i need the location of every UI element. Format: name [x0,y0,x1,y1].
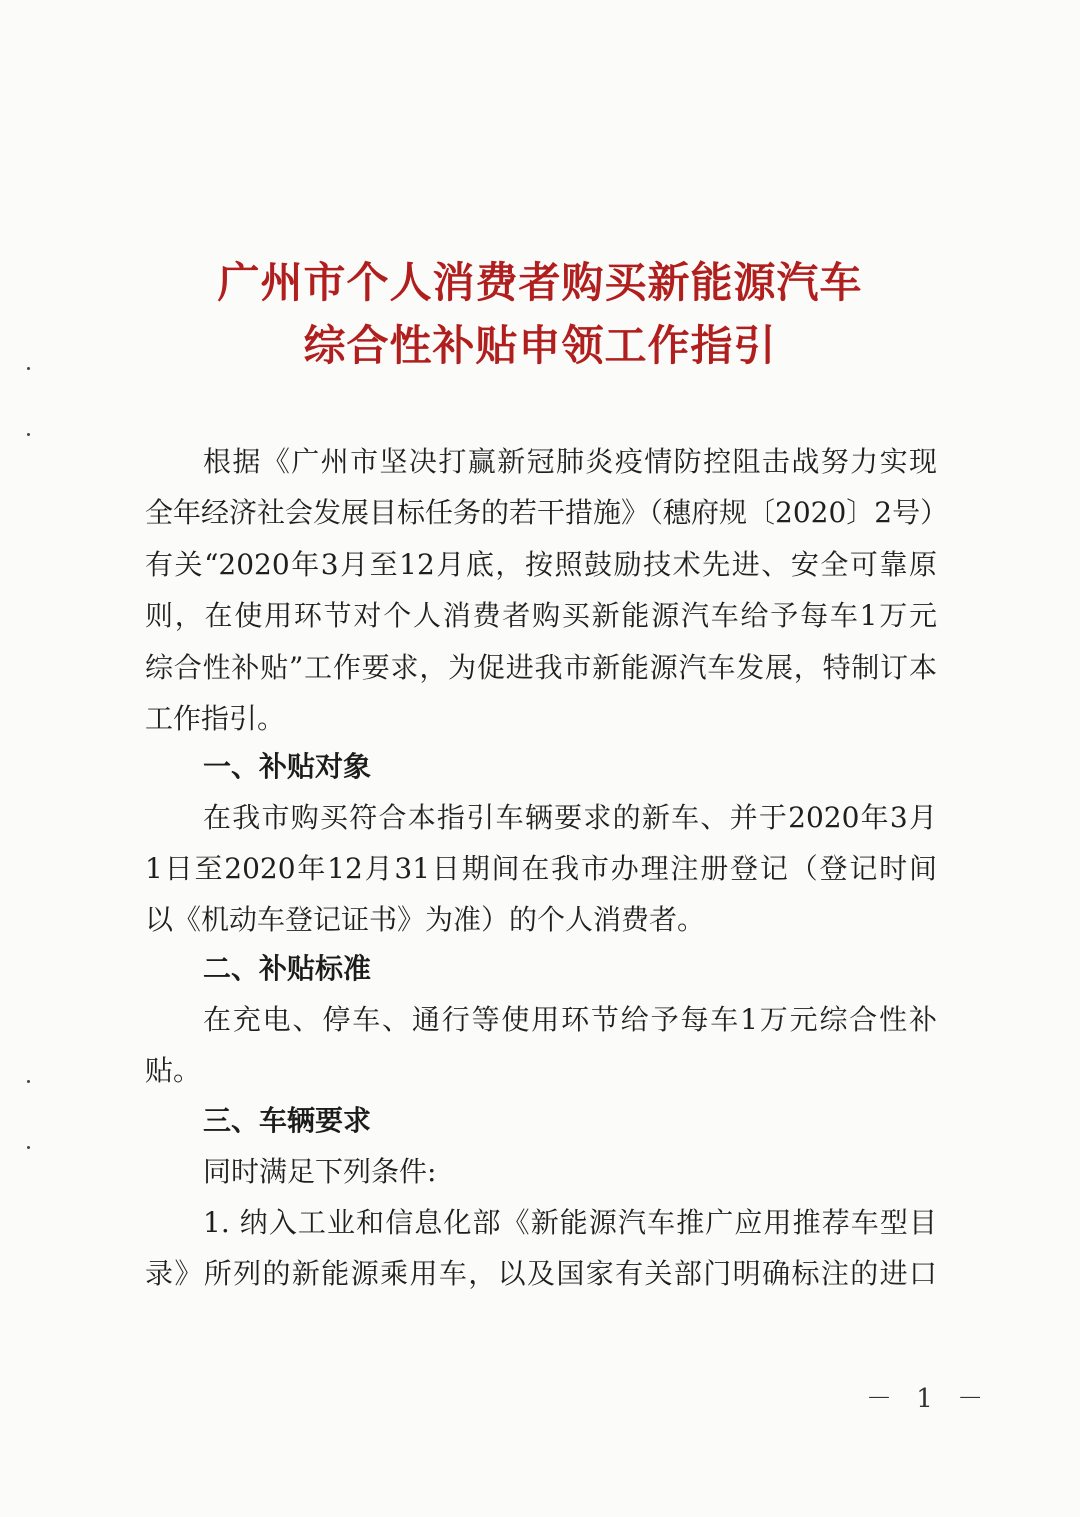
intro-line-1: 根据《广州市坚决打赢新冠肺炎疫情防控阻击战努力实现 [203,445,937,478]
intro-line-4: 则，在使用环节对个人消费者购买新能源汽车给予每车1万元 [145,599,937,632]
document-title-line-1: 广州市个人消费者购买新能源汽车 [217,258,863,307]
intro-line-6: 工作指引。 [145,702,286,735]
intro-line-2: 全年经济社会发展目标任务的若干措施》（穗府规〔2020〕2号） [145,496,949,529]
section2-line-2: 贴。 [145,1054,202,1087]
page-number: － 1 － [866,1384,992,1414]
section3-line-2: 1. 纳入工业和信息化部《新能源汽车推广应用推荐车型目 [203,1206,937,1239]
section3-line-3: 录》所列的新能源乘用车，以及国家有关部门明确标注的进口 [145,1257,937,1290]
section-heading-subsidy-standard: 二、补贴标准 [203,952,372,985]
binding-mark [27,433,30,436]
section-heading-vehicle-requirements: 三、车辆要求 [203,1104,372,1137]
section-heading-subsidy-target: 一、补贴对象 [203,750,372,783]
intro-line-3: 有关“2020年3月至12月底，按照鼓励技术先进、安全可靠原 [145,548,937,581]
document-title-line-2: 综合性补贴申领工作指引 [303,321,777,370]
section3-line-1: 同时满足下列条件: [203,1155,437,1188]
section1-line-3: 以《机动车登记证书》为准）的个人消费者。 [145,903,706,936]
binding-mark [27,1146,30,1149]
binding-mark [27,367,30,370]
section1-line-2: 1日至2020年12月31日期间在我市办理注册登记（登记时间 [145,852,937,885]
binding-mark [27,1080,30,1083]
section1-line-1: 在我市购买符合本指引车辆要求的新车、并于2020年3月 [203,801,937,834]
intro-line-5: 综合性补贴”工作要求，为促进我市新能源汽车发展，特制订本 [145,651,937,684]
section2-line-1: 在充电、停车、通行等使用环节给予每车1万元综合性补 [203,1003,937,1036]
